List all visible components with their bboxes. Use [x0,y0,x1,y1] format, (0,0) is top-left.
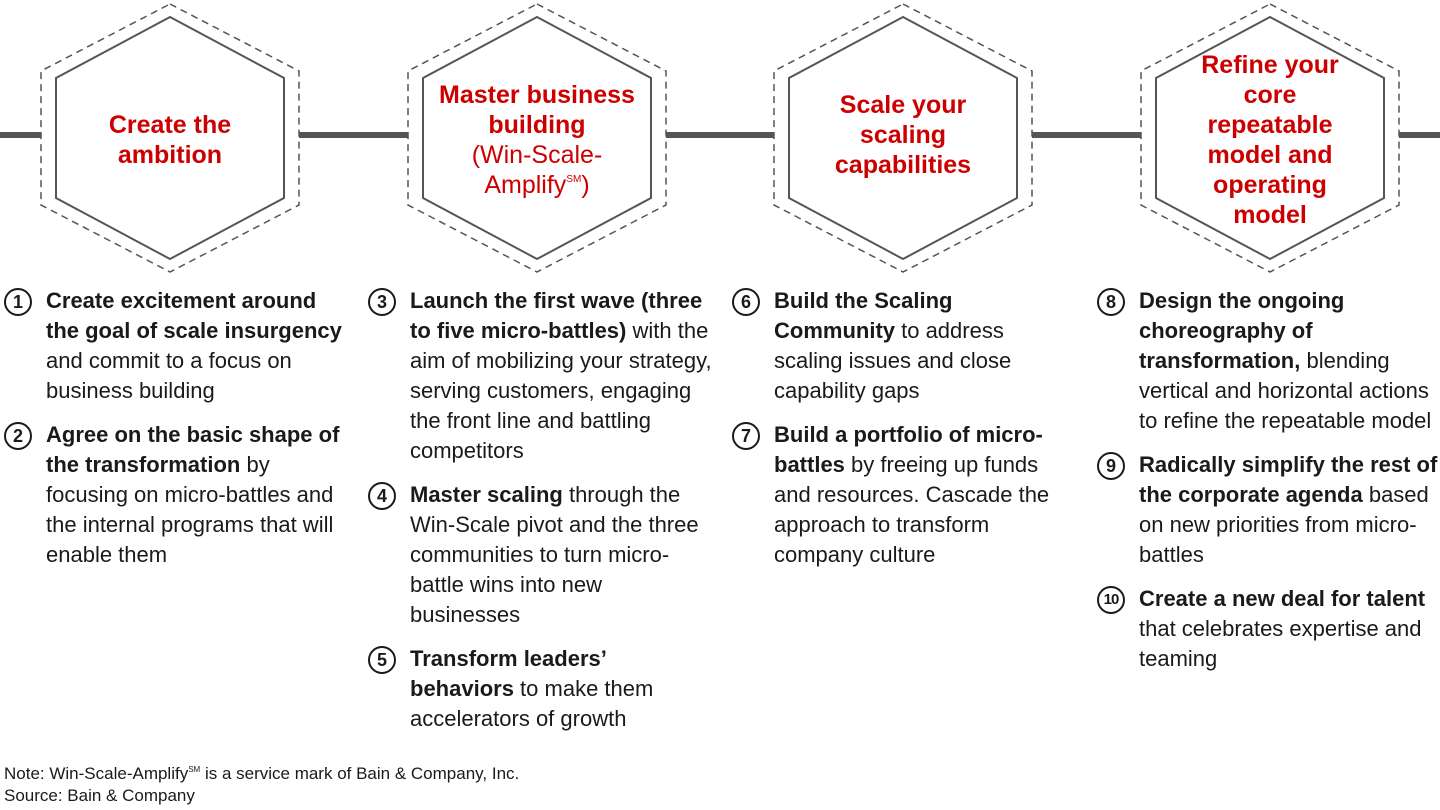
step-number-badge: 10 [1097,586,1125,614]
step-number-badge: 2 [4,422,32,450]
step-headline: Launch the first wave (three to five micro-battles) [410,288,703,343]
stage-1-title-text: Create the ambition [108,111,232,169]
stage-4-title [1180,40,1360,240]
step-number-badge: 1 [4,288,32,316]
step-headline: Agree on the basic shape of the transformation [46,422,340,477]
step-detail: by focusing on micro-battles and the internal programs that will enable them [46,452,334,567]
footnote-source: Source: Bain & Company [4,786,195,805]
step-4 [368,480,714,630]
step-headline: Create excitement around the goal of scale insurgency [46,288,342,343]
step-headline: Build the Scaling Community [774,288,953,343]
stage-3-title [808,40,998,230]
stage-2-subtitle: (Win-Scale-Amplify℠) [471,141,603,199]
stage-2-steps [368,286,714,748]
stage-3-title-text: Scale your scaling capabilities [834,91,972,179]
step-headline: Master scaling [410,482,563,507]
step-7 [732,420,1077,570]
step-number-badge: 7 [732,422,760,450]
step-9 [1097,450,1439,570]
step-detail: by freeing up funds and resources. Cascade the approach to transform company culture [774,452,1050,567]
stage-1-steps [4,286,348,584]
step-headline: Build a portfolio of micro-battles [774,422,1043,477]
step-headline: Design the ongoing choreography of transformation, [1139,288,1345,373]
step-number-badge: 5 [368,646,396,674]
step-2 [4,420,348,570]
step-detail: that celebrates expertise and teaming [1139,616,1422,671]
stage-4-title-text: Refine your core repeatable model and operating model [1201,51,1339,229]
step-detail: with the aim of mobilizing your strategy, serving customers, engaging the front line and battling competitors [410,318,712,463]
step-number-badge: 6 [732,288,760,316]
stage-2-title [437,40,637,240]
step-headline: Radically simplify the rest of the corporate agenda [1139,452,1438,507]
step-detail: and commit to a focus on business building [46,348,292,403]
stage-3-steps [732,286,1077,584]
step-8 [1097,286,1439,436]
step-number-badge: 8 [1097,288,1125,316]
step-detail: through the Win-Scale pivot and the three communities to turn micro-battle wins into new businesses [410,482,699,627]
step-detail: to make them accelerators of growth [410,676,654,731]
stage-2-title-text: Master business building [439,81,635,139]
footnote [4,763,519,807]
step-1 [4,286,348,406]
step-6 [732,286,1077,406]
step-3 [368,286,714,466]
stage-1-title [80,40,260,240]
step-number-badge: 4 [368,482,396,510]
step-detail: to address scaling issues and close capability gaps [774,318,1012,403]
step-5 [368,644,714,734]
step-10 [1097,584,1439,674]
step-number-badge: 3 [368,288,396,316]
step-detail: based on new priorities from micro-battles [1139,482,1429,567]
footnote-note: Note: Win-Scale-Amplify℠ is a service mark of Bain & Company, Inc. [4,764,520,783]
step-headline: Create a new deal for talent [1139,586,1426,611]
stage-4-steps [1097,286,1439,688]
step-headline: Transform leaders’ behaviors [410,646,606,701]
step-detail: blending vertical and horizontal actions to refine the repeatable model [1139,348,1432,433]
step-number-badge: 9 [1097,452,1125,480]
